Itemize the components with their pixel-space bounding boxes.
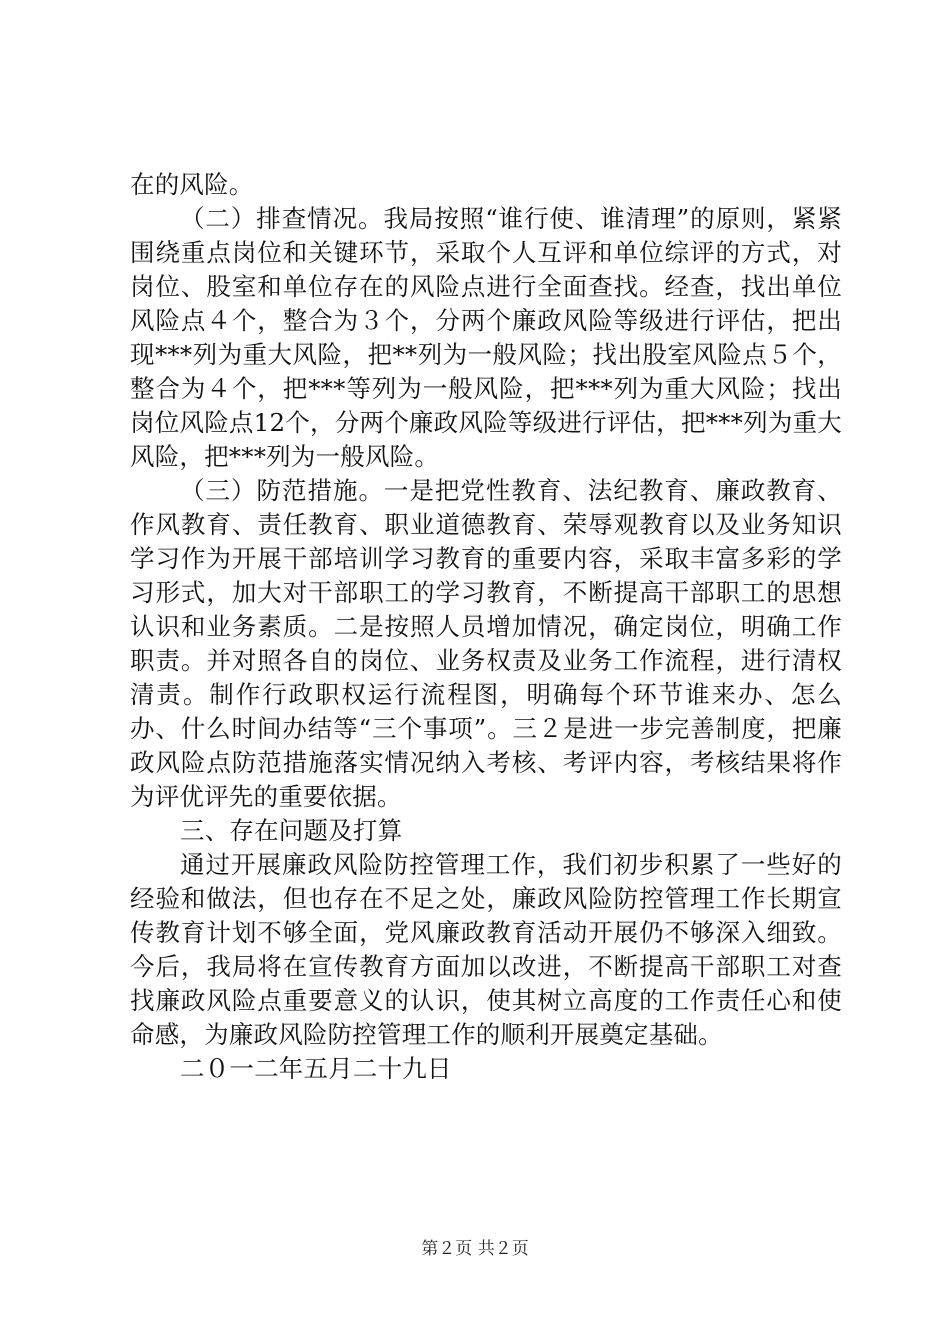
- document-date: 二０一二年五月二十九日: [180, 1054, 452, 1083]
- document-body: [130, 168, 842, 1086]
- paragraph-investigation: （二）排查情况。我局按照“谁行使、谁清理”的原则，紧紧围绕重点岗位和关键环节，采取个人互评和单位综评的方式，对岗位、股室和单位存在的风险点进行全面查找。经查，找出单位风险点４个，整合为３个，分两个廉政风险等级进行评估，把出现***列为重大风险，把**列为一般风险；找出股室风险点５个，整合为４个，把***等列为一般风险，把***列为重大风险；找出岗位风险点12个，分两个廉政风险等级进行评估，把***列为重大风险，把***列为一般风险。: [130, 204, 842, 471]
- section-heading-problems-plans: 三、存在问题及打算: [180, 816, 403, 845]
- paragraph-prevention-measures: （三）防范措施。一是把党性教育、法纪教育、廉政教育、作风教育、责任教育、职业道德教育、荣辱观教育以及业务知识学习作为开展干部培训学习教育的重要内容，采取丰富多彩的学习形式，加大对干部职工的学习教育，不断提高干部职工的思想认识和业务素质。二是按照人员增加情况，确定岗位，明确工作职责。并对照各自的岗位、业务权责及业务工作流程，进行清权清责。制作行政职权运行流程图，明确每个环节谁来办、怎么办、什么时间办结等“三个事项”。三２是进一步完善制度，把廉政风险点防范措施落实情况纳入考核、考评内容，考核结果将作为评优评先的重要依据。: [130, 476, 842, 811]
- paragraph-problems-plans: 通过开展廉政风险防控管理工作，我们初步积累了一些好的经验和做法，但也存在不足之处，廉政风险防控管理工作长期宣传教育计划不够全面，党风廉政教育活动开展仍不够深入细致。今后，我局将在宣传教育方面加以改进，不断提高干部职工对查找廉政风险点重要意义的认识，使其树立高度的工作责任心和使命感，为廉政风险防控管理工作的顺利开展奠定基础。: [130, 850, 842, 1049]
- page-footer: 第２页 共２页: [421, 1239, 529, 1259]
- paragraph-continuation: 在的风险。: [130, 170, 254, 199]
